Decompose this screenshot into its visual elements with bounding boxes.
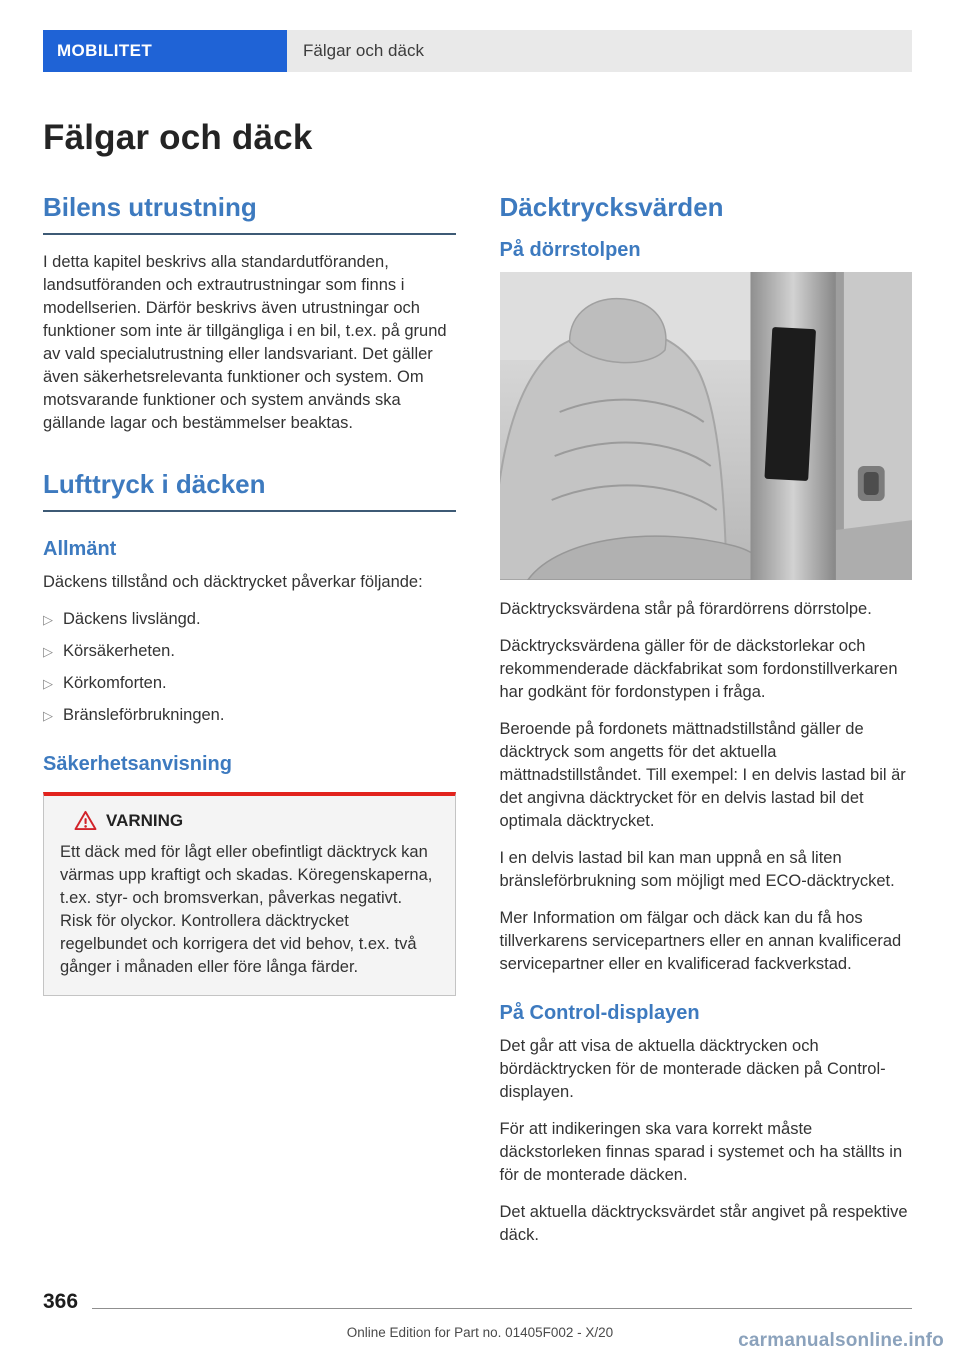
breadcrumb: Fälgar och däck xyxy=(287,30,912,72)
subheading-safety: Säkerhetsanvisning xyxy=(43,753,232,775)
paragraph: Beroende på fordonets mättnadstillstånd gäller de däcktryck som angetts för det aktuella mättnadstillståndet. Till exempel: I en delvis lastad bil är det angivna däcktrycket för en delvis lastad bil det optimala däcktrycket. xyxy=(499,720,906,830)
section-heading-pressure-values: Däcktrycksvärden xyxy=(499,192,724,222)
page-title: Fälgar och däck xyxy=(43,118,313,157)
triangle-bullet-icon: ▷ xyxy=(43,708,53,723)
bullet-text: Däckens livslängd. xyxy=(63,610,201,628)
section-tire-pressure xyxy=(43,469,456,996)
paragraph-general-intro: Däckens tillstånd och däcktrycket påverkar följande: xyxy=(43,573,423,591)
paragraph-equipment: I detta kapitel beskrivs alla standardutföranden, landsutföranden och extrautrustningar som finns i modellserien. Därför beskrivs även utrustningar och funktioner som inte är tillgängliga i en bil, t.ex. på grund av vald specialutrustning eller landsvariant. Det gäller även säkerhetsrelevanta funktioner och system. Om motsvarande funktioner och system används ska gällande lagar och bestämmelser beaktas. xyxy=(43,253,447,432)
bullet-text: Körkomforten. xyxy=(63,674,167,692)
paragraph: För att indikeringen ska vara korrekt måste däckstorleken finnas sparad i systemet och ha ställts in för de monterade däcken. xyxy=(499,1120,903,1184)
triangle-bullet-icon: ▷ xyxy=(43,676,53,691)
left-column xyxy=(43,192,456,996)
bullet-item xyxy=(43,704,456,727)
bullet-text: Bränsleförbrukningen. xyxy=(63,706,225,724)
section-heading-tire-pressure: Lufttryck i däcken xyxy=(43,469,456,512)
bullet-item xyxy=(43,672,456,695)
section-pressure-values xyxy=(500,192,913,1247)
section-heading-equipment: Bilens utrustning xyxy=(43,192,456,235)
paragraph: Det går att visa de aktuella däcktrycken och bördäcktrycken för de monterade däcken på Control-displayen. xyxy=(499,1037,886,1101)
content-columns xyxy=(43,192,912,1261)
door-pillar-photo xyxy=(500,272,913,580)
footer xyxy=(43,1291,912,1312)
paragraph: I en delvis lastad bil kan man uppnå en så liten bränsleförbrukning som möjligt med ECO-däcktrycket. xyxy=(499,849,895,890)
section-vehicle-equipment xyxy=(43,192,456,435)
section-tab: MOBILITET xyxy=(43,30,287,72)
bullet-item xyxy=(43,608,456,631)
right-column xyxy=(500,192,913,1261)
triangle-bullet-icon: ▷ xyxy=(43,612,53,627)
triangle-bullet-icon: ▷ xyxy=(43,644,53,659)
warning-box xyxy=(43,792,456,996)
edition-note: Online Edition for Part no. 01405F002 - X/20 xyxy=(346,1325,614,1340)
footer-rule xyxy=(92,1308,912,1309)
subheading-general: Allmänt xyxy=(43,538,117,560)
page-number: 366 xyxy=(43,1290,79,1313)
paragraph: Mer Information om fälgar och däck kan du få hos tillverkarens servicepartners eller en annan kvalificerad servicepartner eller en kvalificerad fackverkstad. xyxy=(499,909,902,973)
bullet-list xyxy=(43,608,456,727)
subheading-control-display: På Control-displayen xyxy=(499,1002,700,1024)
header-bar xyxy=(43,30,912,72)
paragraph: Däcktrycksvärdena gäller för de däckstorlekar och rekommenderade däckfabrikat som fordonstillverkaren har godkänt för fordonstypen i fråga. xyxy=(499,637,898,701)
paragraph: Däcktrycksvärdena står på förardörrens dörrstolpe. xyxy=(499,600,872,618)
subheading-door-pillar: På dörrstolpen xyxy=(499,239,641,261)
warning-label: VARNING xyxy=(106,810,184,830)
bullet-text: Körsäkerheten. xyxy=(63,642,175,660)
bullet-item xyxy=(43,640,456,663)
watermark: carmanualsonline.info xyxy=(738,1330,944,1351)
warning-header xyxy=(60,810,439,831)
warning-text: Ett däck med för lågt eller obefintligt däcktryck kan värmas upp kraftigt och skadas. Köregenskaperna, t.ex. styr- och bromsverkan, påverkas negativt. Risk för olyckor. Kontrollera däcktrycket regelbundet och korrigera det vid behov, t.ex. två gånger i månaden eller före långa färder. xyxy=(60,843,433,976)
paragraph: Det aktuella däcktrycksvärdet står angivet på respektive däck. xyxy=(499,1203,908,1244)
warning-triangle-icon xyxy=(74,810,97,831)
